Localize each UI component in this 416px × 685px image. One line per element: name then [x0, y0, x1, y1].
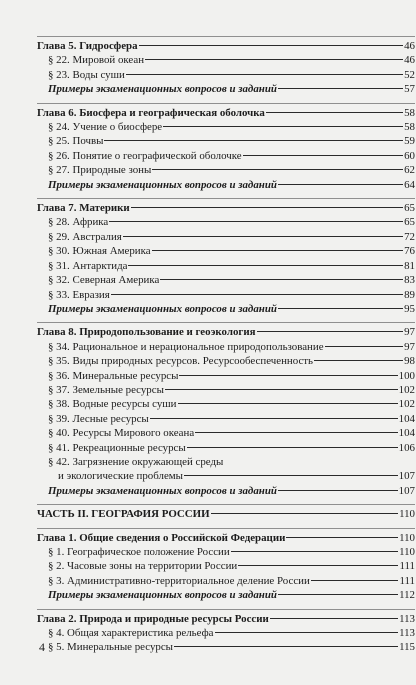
toc-page-number: 83: [404, 274, 415, 287]
toc-section-entry[interactable]: [37, 354, 415, 368]
toc-leader-line: [195, 432, 397, 433]
page-number: 4: [39, 640, 45, 654]
toc-section-entry[interactable]: [37, 383, 415, 397]
toc-leader-line: [104, 140, 403, 141]
toc-chapter-entry[interactable]: [37, 325, 415, 339]
toc-section-entry[interactable]: [37, 441, 415, 455]
toc-section-entry[interactable]: [37, 120, 415, 134]
toc-leader-line: [211, 513, 398, 514]
toc-leader-line: [123, 236, 403, 237]
toc-entry-title: § 4. Общая характеристика рельефа: [48, 627, 214, 640]
toc-entry-title: § 1. Географическое положение России: [48, 546, 230, 558]
toc-exam-questions-entry[interactable]: [37, 588, 415, 602]
toc-entry-title: Примеры экзаменационных вопросов и заданий: [48, 83, 277, 96]
toc-section-entry[interactable]: [37, 455, 415, 469]
toc-section-entry[interactable]: [37, 230, 415, 244]
toc-page-number: 110: [399, 546, 415, 558]
toc-leader-line: [278, 308, 403, 309]
toc-entry-title: § 27. Природные зоны: [48, 164, 152, 177]
toc-entry-title: Глава 8. Природопользование и геоэкология: [37, 326, 256, 339]
toc-page-number: 112: [399, 589, 415, 602]
toc-section-entry[interactable]: [37, 273, 415, 287]
toc-section-entry[interactable]: [37, 134, 415, 148]
toc-entry-title: § 33. Евразия: [48, 288, 110, 301]
toc-leader-line: [179, 375, 397, 376]
toc-page-number: 97: [404, 340, 415, 353]
toc-entry-title: § 24. Учение о биосфере: [48, 121, 163, 134]
toc-page-number: 76: [404, 245, 415, 258]
toc-entry-title: и экологические проблемы: [58, 470, 183, 483]
toc-page-number: 95: [404, 302, 415, 315]
toc-page-number: 58: [404, 106, 415, 119]
toc-page-number: 110: [399, 508, 415, 521]
toc-section-entry[interactable]: [37, 574, 415, 588]
toc-entry-title: § 42. Загрязнение окружающей среды: [48, 455, 224, 468]
toc-entry-title: Глава 6. Биосфера и географическая оболочка: [37, 106, 265, 119]
toc-entry-title: § 26. Понятие о географической оболочке: [48, 149, 242, 162]
toc-section-entry[interactable]: [37, 215, 415, 229]
toc-leader-line: [126, 74, 403, 75]
toc-leader-line: [278, 594, 398, 595]
toc-entry-title: Примеры экзаменационных вопросов и заданий: [48, 484, 277, 497]
toc-leader-line: [266, 112, 403, 113]
toc-entry-title: § 32. Северная Америка: [48, 274, 160, 287]
toc-leader-line: [145, 59, 403, 60]
toc-page-number: 107: [398, 470, 415, 483]
toc-page-number: 58: [404, 121, 415, 134]
toc-leader-line: [215, 632, 399, 633]
toc-leader-line: [152, 250, 404, 251]
toc-entry-title: Примеры экзаменационных вопросов и заданий: [48, 178, 277, 191]
toc-leader-line: [311, 580, 399, 581]
toc-section-entry[interactable]: [37, 68, 415, 82]
toc-page-number: 113: [399, 627, 415, 640]
toc-page-number: 102: [398, 383, 415, 396]
toc-section-entry[interactable]: [37, 259, 415, 273]
toc-entry-title: § 28. Африка: [48, 216, 109, 229]
toc-leader-line: [278, 88, 403, 89]
toc-entry-title: § 25. Почвы: [48, 135, 104, 148]
toc-entry-title: Примеры экзаменационных вопросов и заданий: [48, 589, 277, 602]
toc-block: [37, 37, 415, 103]
toc-leader-line: [174, 646, 398, 647]
toc-entry-title: § 23. Воды суши: [48, 68, 125, 81]
toc-page-number: 104: [398, 427, 415, 440]
toc-page-number: 104: [398, 412, 415, 425]
toc-entry-title: § 29. Австралия: [48, 230, 122, 243]
toc-part-entry[interactable]: [37, 507, 415, 521]
toc-page-number: 60: [404, 149, 415, 162]
toc-section-entry[interactable]: [37, 559, 415, 573]
toc-entry-title: § 22. Мировой океан: [48, 54, 145, 67]
toc-page-number: 52: [404, 68, 415, 81]
toc-page-number: 110: [399, 531, 415, 544]
toc-entry-title: § 31. Антарктида: [48, 259, 128, 272]
toc-entry-title: § 30. Южная Америка: [48, 245, 151, 258]
toc-exam-questions-entry[interactable]: [37, 302, 415, 316]
toc-page-number: 57: [404, 83, 415, 96]
toc-leader-line: [128, 265, 403, 266]
toc-chapter-entry[interactable]: [37, 531, 415, 545]
toc-leader-line: [314, 360, 403, 361]
toc-leader-line: [325, 346, 404, 347]
toc-section-entry[interactable]: [37, 288, 415, 302]
toc-section-entry[interactable]: [37, 545, 415, 559]
toc-leader-line: [163, 126, 403, 127]
toc-block: [37, 199, 415, 322]
table-of-contents: [37, 36, 415, 661]
toc-page-number: 62: [404, 164, 415, 177]
toc-leader-line: [278, 490, 398, 491]
toc-page-number: 102: [398, 398, 415, 411]
toc-entry-title: Глава 5. Гидросфера: [37, 40, 138, 52]
toc-section-entry[interactable]: [37, 244, 415, 258]
toc-section-continuation[interactable]: [37, 469, 415, 483]
toc-page-number: 98: [404, 355, 415, 368]
toc-entry-title: § 39. Лесные ресурсы: [48, 412, 149, 425]
toc-section-entry[interactable]: [37, 53, 415, 67]
toc-block: [37, 610, 415, 661]
toc-section-entry[interactable]: [37, 163, 415, 177]
toc-page-number: 64: [404, 178, 415, 191]
toc-leader-line: [152, 169, 403, 170]
toc-page-number: 111: [399, 574, 415, 587]
toc-exam-questions-entry[interactable]: [37, 82, 415, 96]
toc-entry-title: § 5. Минеральные ресурсы: [48, 641, 173, 654]
toc-entry-title: § 35. Виды природных ресурсов. Ресурсообеспеченность: [48, 355, 314, 368]
toc-section-entry[interactable]: [37, 626, 415, 640]
toc-chapter-entry[interactable]: [37, 201, 415, 215]
toc-block: [37, 505, 415, 527]
toc-leader-line: [270, 618, 398, 619]
toc-page-number: 81: [404, 259, 415, 272]
toc-entry-title: Глава 7. Материки: [37, 202, 130, 215]
toc-leader-line: [131, 207, 403, 208]
toc-leader-line: [139, 45, 404, 46]
toc-page-number: 107: [398, 484, 415, 497]
toc-page-number: 65: [404, 216, 415, 229]
toc-section-entry[interactable]: [37, 340, 415, 354]
toc-page-number: 72: [404, 230, 415, 243]
toc-entry-title: § 41. Рекреационные ресурсы: [48, 441, 186, 454]
toc-entry-title: Глава 2. Природа и природные ресурсы России: [37, 612, 269, 625]
toc-entry-title: § 34. Рациональное и нерациональное природопользование: [48, 340, 324, 353]
toc-section-entry[interactable]: [37, 640, 415, 654]
toc-leader-line: [150, 418, 398, 419]
toc-entry-title: § 40. Ресурсы Мирового океана: [48, 427, 195, 440]
toc-block: [37, 323, 415, 504]
toc-page-number: 113: [399, 612, 415, 625]
toc-leader-line: [257, 331, 404, 332]
toc-leader-line: [231, 551, 398, 552]
toc-entry-title: § 37. Земельные ресурсы: [48, 383, 164, 396]
toc-leader-line: [184, 475, 398, 476]
toc-page-number: 97: [404, 326, 415, 339]
toc-exam-questions-entry[interactable]: [37, 178, 415, 192]
toc-leader-line: [286, 537, 398, 538]
toc-page-number: 59: [404, 135, 415, 148]
toc-page-number: 115: [399, 641, 415, 654]
toc-page-number: 111: [399, 560, 415, 573]
toc-leader-line: [111, 294, 403, 295]
toc-chapter-entry[interactable]: [37, 39, 415, 53]
toc-section-entry[interactable]: [37, 412, 415, 426]
toc-section-entry[interactable]: [37, 426, 415, 440]
toc-page-number: 89: [404, 288, 415, 301]
toc-chapter-entry[interactable]: [37, 106, 415, 120]
toc-page-number: 46: [404, 54, 415, 67]
toc-leader-line: [238, 565, 398, 566]
toc-leader-line: [165, 389, 398, 390]
toc-entry-title: Глава 1. Общие сведения о Российской Федерации: [37, 531, 286, 544]
toc-entry-title: § 38. Водные ресурсы суши: [48, 398, 177, 411]
toc-entry-title: § 3. Административно-территориальное деление России: [48, 574, 310, 587]
toc-page-number: 106: [398, 441, 415, 454]
toc-section-entry[interactable]: [37, 369, 415, 383]
toc-leader-line: [178, 403, 398, 404]
toc-leader-line: [109, 221, 403, 222]
toc-page-number: 65: [404, 202, 415, 215]
toc-leader-line: [243, 155, 404, 156]
toc-leader-line: [187, 447, 398, 448]
toc-leader-line: [160, 279, 403, 280]
toc-section-entry[interactable]: [37, 397, 415, 411]
toc-chapter-entry[interactable]: [37, 612, 415, 626]
toc-block: [37, 529, 415, 609]
toc-entry-title: ЧАСТЬ II. ГЕОГРАФИЯ РОССИИ: [37, 508, 210, 521]
toc-page-number: 46: [404, 40, 415, 52]
toc-entry-title: § 36. Минеральные ресурсы: [48, 369, 179, 382]
toc-entry-title: Примеры экзаменационных вопросов и заданий: [48, 302, 277, 315]
toc-section-entry[interactable]: [37, 149, 415, 163]
toc-leader-line: [278, 184, 403, 185]
toc-page-number: 100: [398, 369, 415, 382]
toc-exam-questions-entry[interactable]: [37, 484, 415, 498]
toc-block: [37, 104, 415, 198]
toc-entry-title: § 2. Часовые зоны на территории России: [48, 560, 238, 573]
